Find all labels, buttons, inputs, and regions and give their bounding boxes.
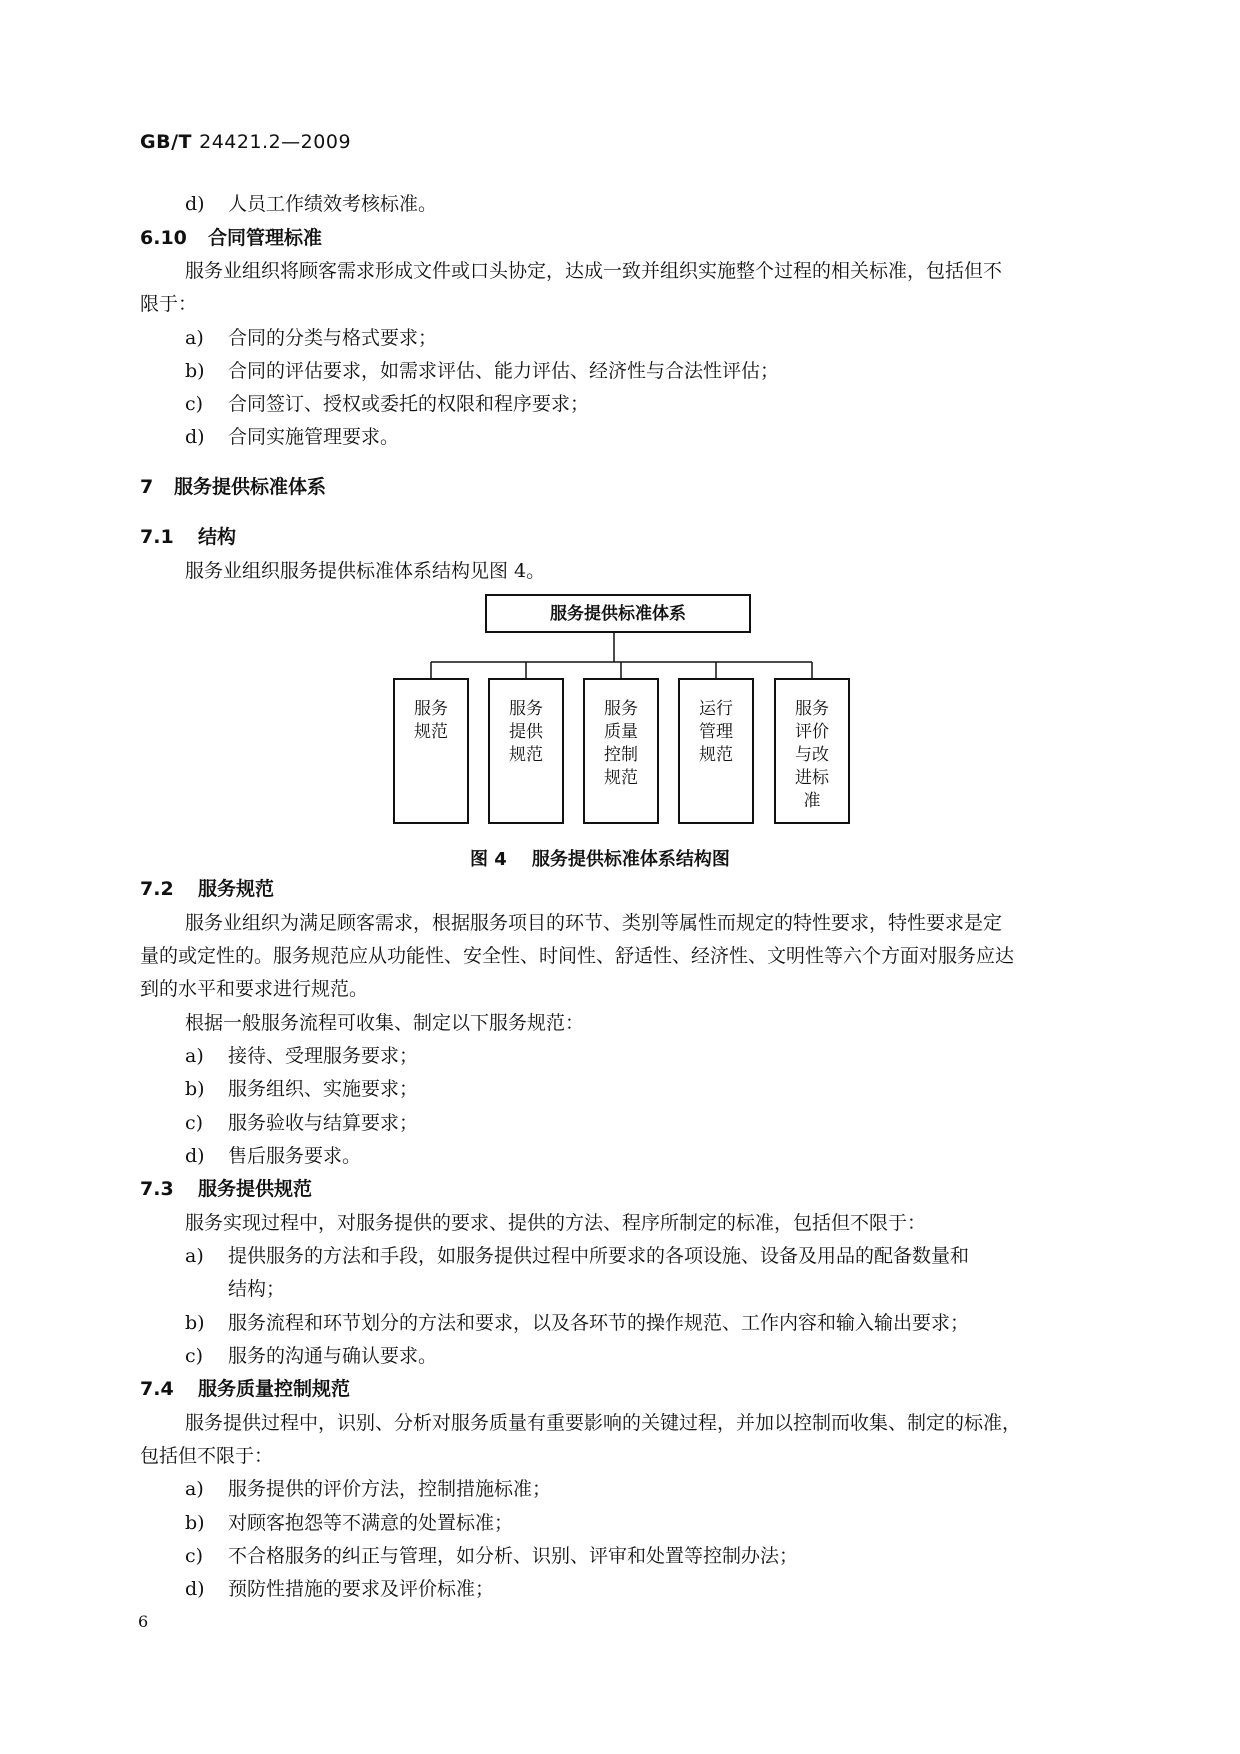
list-item: 对顾客抱怨等不满意的处置标准； bbox=[228, 1512, 514, 1534]
paragraph-line: 限于： bbox=[140, 293, 198, 315]
paragraph-line: 量的或定性的。服务规范应从功能性、安全性、时间性、舒适性、经济性、文明性等六个方面对服务应达 bbox=[140, 945, 1015, 967]
diagram-child-box bbox=[488, 678, 564, 824]
list-label: d) bbox=[185, 1145, 205, 1167]
page-number: 6 bbox=[138, 1612, 149, 1631]
diagram-child-label: 进标 bbox=[795, 768, 829, 788]
paragraph-line: 包括但不限于： bbox=[140, 1445, 274, 1467]
diagram-child-label: 运行 bbox=[699, 699, 733, 719]
diagram-child-label: 质量 bbox=[604, 722, 638, 742]
diagram-child-label: 控制 bbox=[604, 745, 638, 765]
diagram-child-label: 管理 bbox=[699, 722, 733, 742]
list-item: 服务组织、实施要求； bbox=[228, 1078, 419, 1100]
heading-title: 服务提供规范 bbox=[198, 1178, 313, 1200]
paragraph-line: 服务业组织将顾客需求形成文件或口头协定，达成一致并组织实施整个过程的相关标准，包括但不 bbox=[185, 260, 1003, 282]
diagram-child-label: 与改 bbox=[795, 745, 829, 765]
list-label: c) bbox=[185, 393, 204, 415]
paragraph-line: 服务业组织服务提供标准体系结构见图 4。 bbox=[185, 560, 546, 582]
diagram-child-label: 准 bbox=[803, 791, 821, 811]
heading-title: 结构 bbox=[198, 526, 237, 548]
list-label: c) bbox=[185, 1345, 204, 1367]
diagram-child-box bbox=[678, 678, 754, 824]
diagram-child-label: 提供 bbox=[509, 722, 543, 742]
list-item: 服务验收与结算要求； bbox=[228, 1112, 419, 1134]
list-item: 合同的分类与格式要求； bbox=[228, 327, 438, 349]
heading-title: 服务提供标准体系 bbox=[174, 476, 327, 498]
diagram-root-box bbox=[485, 594, 751, 633]
list-label: c) bbox=[185, 1545, 204, 1567]
heading-title: 服务规范 bbox=[198, 878, 275, 900]
heading-number: 7.1 bbox=[140, 526, 174, 548]
diagram-root-label: 服务提供标准体系 bbox=[550, 604, 686, 624]
list-item-continuation: 结构； bbox=[228, 1278, 286, 1300]
list-item: 售后服务要求。 bbox=[228, 1145, 362, 1167]
list-label: b) bbox=[185, 1078, 205, 1100]
diagram-child-box bbox=[774, 678, 850, 824]
diagram-child-label: 服务 bbox=[509, 699, 543, 719]
diagram-child-label: 服务 bbox=[414, 699, 448, 719]
list-item: 服务的沟通与确认要求。 bbox=[228, 1345, 438, 1367]
paragraph-line: 服务实现过程中，对服务提供的要求、提供的方法、程序所制定的标准，包括但不限于： bbox=[185, 1212, 927, 1234]
list-item: 接待、受理服务要求； bbox=[228, 1045, 419, 1067]
diagram-child-label: 规范 bbox=[604, 768, 638, 788]
list-label: d) bbox=[185, 1578, 205, 1600]
diagram-child-label: 规范 bbox=[509, 745, 543, 765]
diagram-child-box bbox=[583, 678, 659, 824]
list-label: c) bbox=[185, 1112, 204, 1134]
list-label: b) bbox=[185, 1312, 205, 1334]
diagram-child-label: 规范 bbox=[699, 745, 733, 765]
section-heading-7-4 bbox=[140, 1377, 350, 1401]
list-label: a) bbox=[185, 1478, 204, 1500]
list-item: 人员工作绩效考核标准。 bbox=[228, 193, 438, 215]
list-item: 预防性措施的要求及评价标准； bbox=[228, 1578, 495, 1600]
paragraph-line: 根据一般服务流程可收集、制定以下服务规范： bbox=[185, 1012, 585, 1034]
heading-number: 7 bbox=[140, 476, 154, 498]
diagram-child-box bbox=[393, 678, 469, 824]
section-heading-7-3 bbox=[140, 1177, 312, 1201]
list-label: a) bbox=[185, 327, 204, 349]
list-item: 合同实施管理要求。 bbox=[228, 426, 400, 448]
heading-number: 6.10 bbox=[140, 227, 187, 249]
diagram-child-label: 服务 bbox=[604, 699, 638, 719]
list-item: 服务流程和环节划分的方法和要求，以及各环节的操作规范、工作内容和输入输出要求； bbox=[228, 1312, 970, 1334]
list-label: a) bbox=[185, 1045, 204, 1067]
standard-code-number: 24421.2—2009 bbox=[199, 131, 352, 153]
diagram-child-label: 规范 bbox=[414, 722, 448, 742]
heading-number: 7.4 bbox=[140, 1378, 174, 1400]
diagram-child-label: 服务 bbox=[795, 699, 829, 719]
list-item: 合同签订、授权或委托的权限和程序要求； bbox=[228, 393, 590, 415]
list-label: a) bbox=[185, 1245, 204, 1267]
list-item: 合同的评估要求，如需求评估、能力评估、经济性与合法性评估； bbox=[228, 360, 780, 382]
list-item: 提供服务的方法和手段，如服务提供过程中所要求的各项设施、设备及用品的配备数量和 bbox=[228, 1245, 970, 1267]
paragraph-line: 服务业组织为满足顾客需求，根据服务项目的环节、类别等属性而规定的特性要求，特性要求是定 bbox=[185, 912, 1003, 934]
paragraph-line: 服务提供过程中，识别、分析对服务质量有重要影响的关键过程，并加以控制而收集、制定的标准， bbox=[185, 1412, 1022, 1434]
heading-number: 7.2 bbox=[140, 878, 174, 900]
section-heading-7-2 bbox=[140, 877, 274, 901]
list-label: d) bbox=[185, 193, 205, 215]
diagram-child-label: 评价 bbox=[795, 722, 829, 742]
list-item: 不合格服务的纠正与管理，如分析、识别、评审和处置等控制办法； bbox=[228, 1545, 799, 1567]
list-item: 服务提供的评价方法，控制措施标准； bbox=[228, 1478, 552, 1500]
standard-code-prefix: GB/T bbox=[140, 131, 192, 153]
list-label: d) bbox=[185, 426, 205, 448]
list-label: b) bbox=[185, 1512, 205, 1534]
heading-title: 合同管理标准 bbox=[208, 227, 323, 249]
heading-number: 7.3 bbox=[140, 1178, 174, 1200]
figure-caption: 图 4 服务提供标准体系结构图 bbox=[470, 849, 730, 870]
paragraph-line: 到的水平和要求进行规范。 bbox=[140, 978, 369, 1000]
heading-title: 服务质量控制规范 bbox=[198, 1378, 351, 1400]
list-label: b) bbox=[185, 360, 205, 382]
